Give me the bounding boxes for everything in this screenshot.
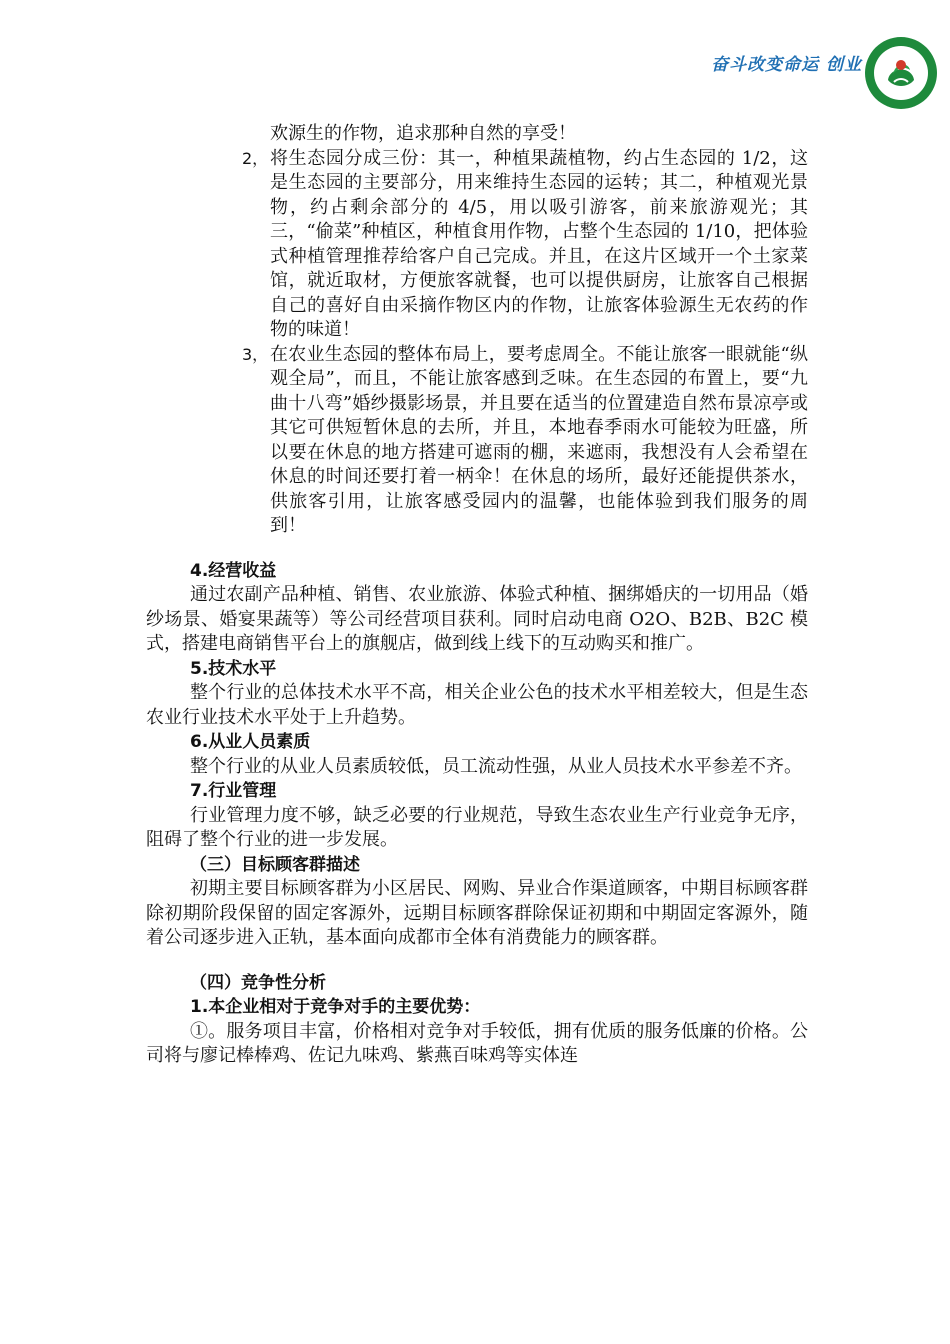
section-heading-technical-level: 5.技术水平 (190, 658, 277, 679)
section-heading-business-revenue: 4.经营收益 (190, 560, 277, 581)
section-heading-industry-management: 7.行业管理 (190, 781, 277, 801)
section-body-advantages: ①。服务项目丰富，价格相对竞争对手较低，拥有优质的服务低廉的价格。公司将与廖记棒棒鸡、佐记九味鸡、紫燕百味鸡等实体连 (146, 1020, 808, 1066)
list-item-1-tail: 欢源生的作物，追求那种自然的享受！ (270, 123, 576, 144)
section-heading-target-customers: （三）目标顾客群描述 (190, 854, 360, 875)
section-body-technical-level: 整个行业的总体技术水平不高，相关企业公色的技术水平相差较大，但是生态农业行业技术水平处于上升趋势。 (146, 682, 808, 728)
section-body-target-customers: 初期主要目标顾客群为小区居民、网购、异业合作渠道顾客，中期目标顾客群除初期阶段保留的固定客源外，远期目标顾客群除保证初期和中期固定客源外，随着公司逐步进入正轨，基本面向成都市全体有消费能力的顾客群。 (146, 878, 808, 948)
section-body-industry-management: 行业管理力度不够，缺乏必要的行业规范，导致生态农业生产行业竞争无序，阻碍了整个行业的进一步发展。 (146, 804, 808, 850)
section-heading-staff-quality: 6.从业人员素质 (190, 732, 311, 752)
document-body (146, 122, 808, 1069)
school-logo-icon (864, 36, 938, 110)
list-item-3 (146, 343, 808, 539)
section-body-staff-quality: 整个行业的从业人员素质较低，员工流动性强，从业人员技术水平参差不齐。 (190, 755, 802, 777)
section-body-business-revenue: 通过农副产品种植、销售、农业旅游、体验式种植、捆绑婚庆的一切用品（婚纱场景、婚宴果蔬等）等公司经营项目获利。同时启动电商 O2O、B2B、B2C 模式，搭建电商销售平台上的旗舰店，做到线上线下的互动购买和推广。 (146, 584, 808, 654)
list-item-3-number: 3， (242, 344, 269, 364)
list-item-2-text: 将生态园分成三份：其一，种植果蔬植物，约占生态园的 1/2，这是生态园的主要部分，用来维持生态园的运转；其二，种植观光景物，约占剩余部分的 4/5，用以吸引游客，前来旅游观光；其三，“偷菜”种植区，种植食用作物，占整个生态园的 1/10，把体验式种植管理推荐给客户自己完成。并且，在这片区域开一个土家菜馆，就近取材，方便旅客就餐，也可以提供厨房，让旅客自己根据自己的喜好自由采摘作物区内的作物，让旅客体验源生无农药的作物的味道！ (270, 147, 809, 340)
list-item-3-text: 在农业生态园的整体布局上，要考虑周全。不能让旅客一眼就能“纵观全局”，而且，不能让旅客感到乏味。在生态园的布置上，要“九曲十八弯”婚纱摄影场景，并且要在适当的位置建造自然布景凉亭或其它可供短暂休息的去所，并且，本地春季雨水可能较为旺盛，所以要在休息的地方搭建可遮雨的棚，来遮雨，我想没有人会希望在休息的时间还要打着一柄伞！在休息的场所，最好还能提供茶水，供旅客引用，让旅客感受园内的温馨，也能体验到我们服务的周到！ (270, 343, 808, 536)
header-slogan: 奋斗改变命运 创业 (711, 55, 862, 75)
section-heading-competition: （四）竞争性分析 (190, 972, 326, 993)
list-item-2 (146, 147, 808, 343)
list-item-2-number: 2， (242, 148, 269, 168)
section-subheading-advantages: 1.本企业相对于竞争对手的主要优势： (190, 997, 481, 1017)
